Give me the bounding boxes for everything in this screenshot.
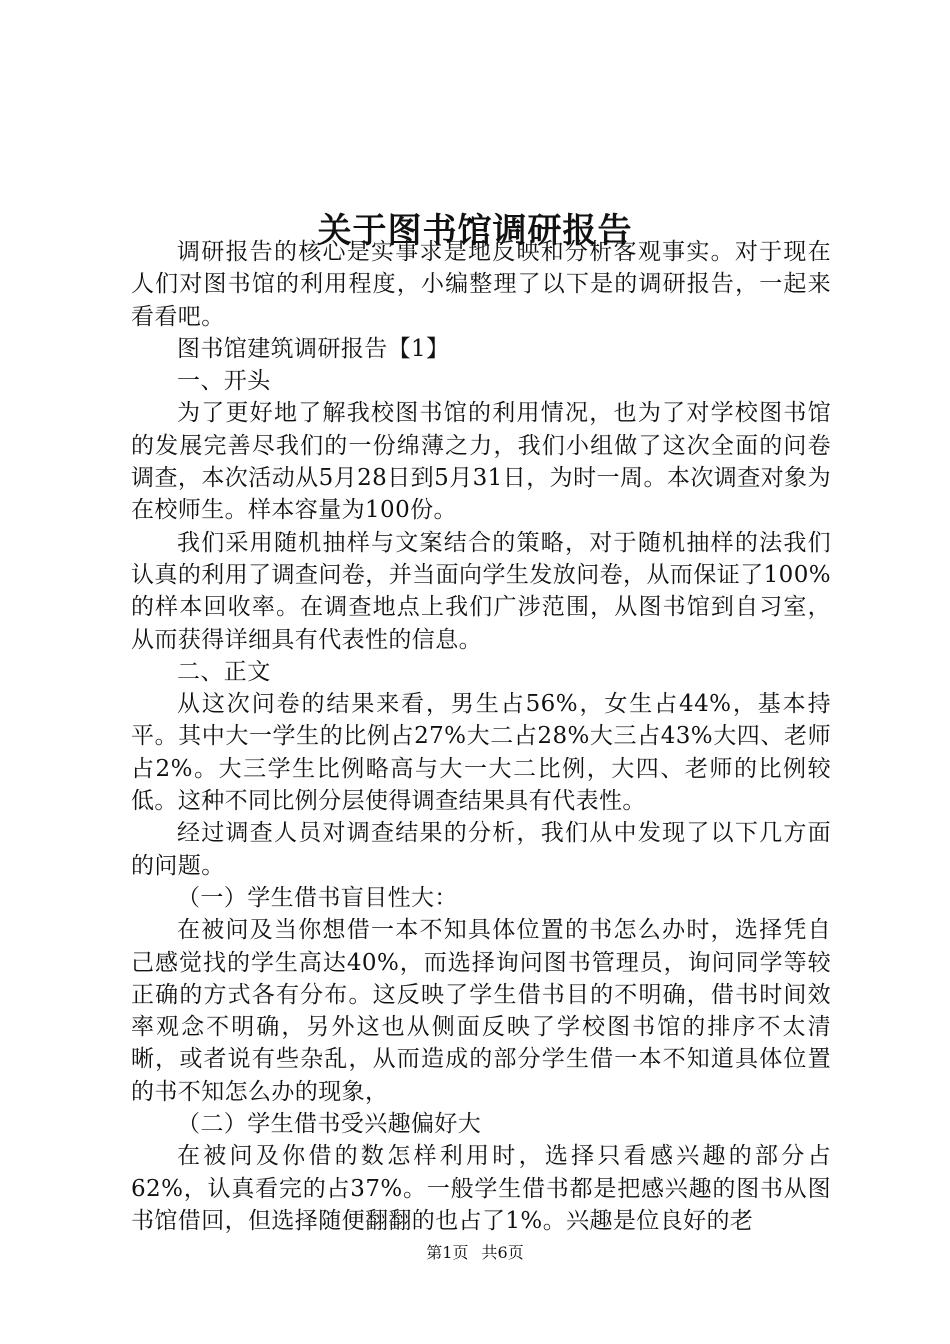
section-heading-main-text: 二、正文: [177, 658, 271, 685]
section-heading-opening: 一、开头: [177, 368, 271, 395]
subheading-problem-2: （二）学生借书受兴趣偏好大: [177, 1111, 482, 1138]
paragraph-analysis: 经过调查人员对调查结果的分析，我们从中发现了以下几方面的问题。: [131, 820, 831, 879]
paragraph-intro: 调研报告的核心是实事求是地反映和分析客观事实。对于现在人们对图书馆的利用程度，小编整理了以下是的调研报告，一起来看看吧。: [131, 239, 831, 330]
paragraph-problem-1: 在被问及当你想借一本不知具体位置的书怎么办时，选择凭自己感觉找的学生高达40%，而选择询问图书管理员，询问同学等较正确的方式各有分布。这反映了学生借书目的不明确，借书时间效率观念不明确，另外这也从侧面反映了学校图书馆的排序不太清晰，或者说有些杂乱，从而造成的部分学生借一本不知道具体位置的书不知怎么办的现象，: [131, 917, 831, 1105]
document-body: [131, 236, 831, 1237]
paragraph-purpose: 为了更好地了解我校图书馆的利用情况，也为了对学校图书馆的发展完善尽我们的一份绵薄之力，我们小组做了这次全面的问卷调查，本次活动从5月28日到5月31日，为时一周。本次调查对象为在校师生。样本容量为100份。: [131, 400, 831, 524]
document-title: 关于图书馆调研报告: [317, 210, 633, 251]
section-heading-report-1: 图书馆建筑调研报告【1】: [177, 335, 450, 362]
page-footer: [0, 1242, 950, 1264]
paragraph-method: 我们采用随机抽样与文案结合的策略，对于随机抽样的法我们认真的利用了调查问卷，并当面向学生发放问卷，从而保证了100%的样本回收率。在调查地点上我们广涉范围，从图书馆到自习室，从而获得详细具有代表性的信息。: [131, 529, 831, 653]
subheading-problem-1: （一）学生借书盲目性大：: [177, 884, 458, 911]
page-total: 共6页: [481, 1243, 524, 1262]
paragraph-results: 从这次问卷的结果来看，男生占56%，女生占44%，基本持平。其中大一学生的比例占27%大二占28%大三占43%大四、老师占2%。大三学生比例略高与大一大二比例，大四、老师的比例较低。这种不同比例分层使得调查结果具有代表性。: [131, 691, 831, 815]
paragraph-problem-2: 在被问及你借的数怎样利用时，选择只看感兴趣的部分占62%，认真看完的占37%。一般学生借书都是把感兴趣的图书从图书馆借回，但选择随便翻翻的也占了1%。兴趣是位良好的老: [131, 1143, 831, 1234]
page-number: 第1页: [426, 1243, 469, 1262]
